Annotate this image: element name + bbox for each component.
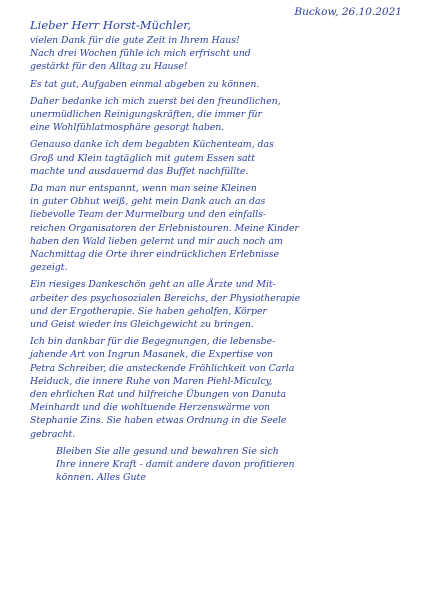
letter-paragraph (30, 95, 414, 135)
letter-line: vielen Dank für die gute Zeit in Ihrem Haus! (30, 35, 240, 46)
letter-line: jahende Art von Ingrun Masanek, die Expertise von (30, 349, 274, 361)
letter-line: Ein riesiges Dankeschön geht an alle Ärzte und Mit- (30, 279, 276, 291)
letter-line: Heiduck, die innere Ruhe von Maren Piehl-Miculcy, (30, 375, 273, 387)
letter-paragraph (30, 182, 414, 274)
letter-salutation: Lieber Herr Horst-Müchler, (30, 18, 192, 32)
letter-paragraph (30, 138, 414, 178)
letter-line: machte und ausdauernd das Buffet nachfüllte. (30, 165, 249, 177)
letter-line: Es tat gut, Aufgaben einmal abgeben zu können. (30, 78, 260, 90)
letter-line: Ich bin dankbar für die Begegnungen, die lebensbe- (30, 336, 276, 348)
letter-line: Petra Schreiber, die ansteckende Fröhlichkeit von Carla (30, 362, 295, 374)
letter-paragraph (30, 34, 414, 74)
letter-paragraph (30, 278, 414, 331)
letter-paragraph (30, 335, 414, 441)
letter-paragraph (30, 78, 414, 91)
letter-line: Nach drei Wochen fühle ich mich erfrischt und (30, 48, 251, 60)
letter-line: arbeiter des psychosozialen Bereichs, der Physiotherapie (30, 292, 301, 304)
letter-line: haben den Wald lieben gelernt und mir auch noch am (30, 235, 283, 247)
letter-line: unermüdlichen Reinigungskräften, die immer für (30, 109, 262, 121)
letter-line: gezeigt. (30, 262, 68, 274)
letter-line: gebracht. (30, 428, 76, 440)
letter-line: den ehrlichen Rat und hilfreiche Übungen von Danuta (30, 389, 286, 401)
letter-line: Genauso danke ich dem begabten Küchenteam, das (30, 139, 274, 151)
letter-line: reichen Organisatoren der Erlebnistouren. Meine Kinder (30, 222, 299, 234)
letter-line: können. Alles Gute (56, 472, 146, 484)
letter-line: und der Ergotherapie. Sie haben geholfen, Körper (30, 305, 267, 317)
letter-line: liebevolle Team der Murmelburg und den einfalls- (30, 209, 267, 221)
letter-line: Bleiben Sie alle gesund und bewahren Sie sich (56, 445, 279, 457)
letter-line: Daher bedanke ich mich zuerst bei den freundlichen, (30, 95, 281, 107)
letter-line: gestärkt für den Alltag zu Hause! (30, 61, 188, 73)
letter-line: Ihre innere Kraft - damit andere davon profitieren (56, 459, 295, 471)
letter-closing (30, 445, 414, 485)
letter-line: eine Wohlfühlatmosphäre gesorgt haben. (30, 122, 225, 134)
letter-line: Meinhardt und die wohltuende Herzenswärme von (30, 402, 271, 414)
letter-line: Groß und Klein tagtäglich mit gutem Essen satt (30, 152, 255, 164)
letter-date: Buckow, 26.10.2021 (294, 6, 402, 18)
letter-line: Da man nur entspannt, wenn man seine Kleinen (30, 183, 257, 195)
letter-line: und Geist wieder ins Gleichgewicht zu bringen. (30, 319, 254, 331)
letter-line: Nachmittag die Orte ihrer eindrücklichen Erlebnisse (30, 249, 280, 261)
letter-line: Stephanie Zins. Sie haben etwas Ordnung in die Seele (30, 415, 287, 427)
letter-line: in guter Obhut weiß, geht mein Dank auch an das (30, 196, 266, 208)
